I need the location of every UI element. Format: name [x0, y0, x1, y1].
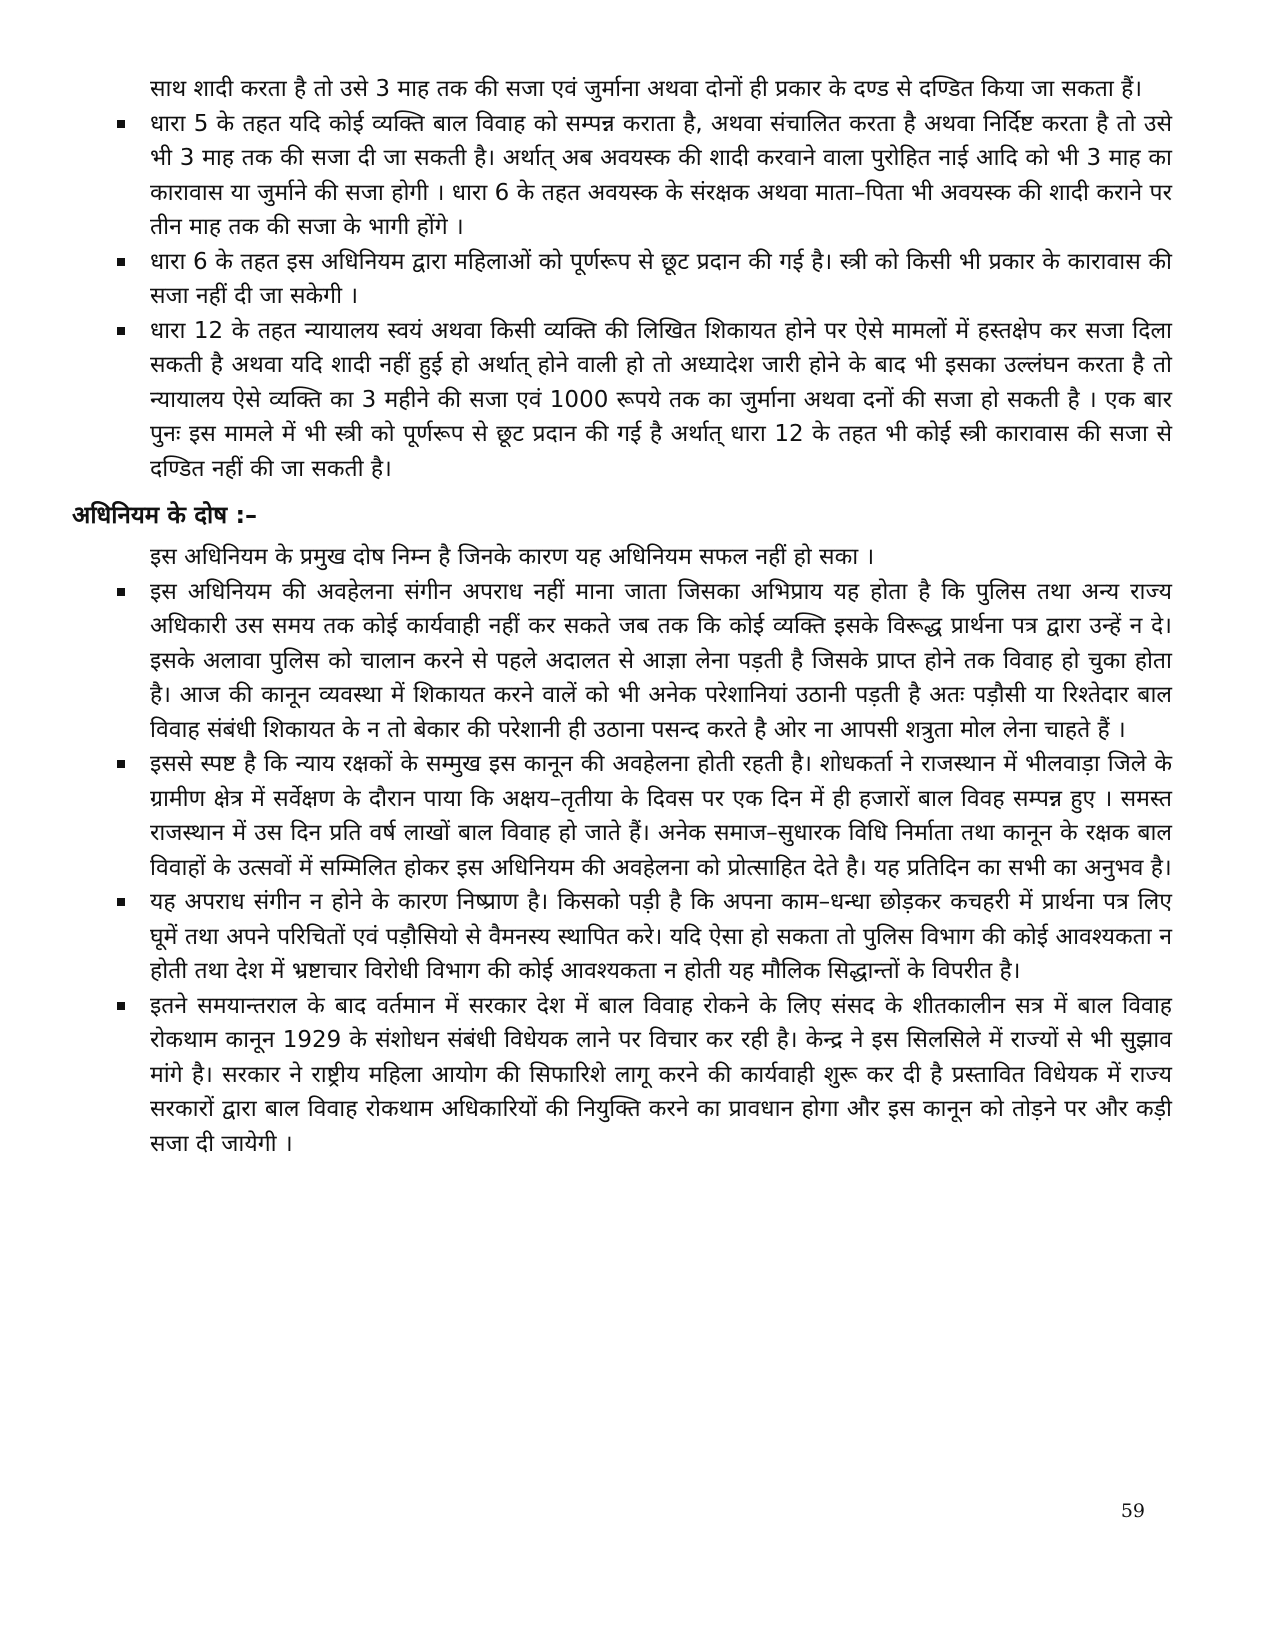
list-item [72, 747, 1172, 885]
list-item [72, 314, 1172, 487]
list-item-text: धारा 5 के तहत यदि कोई व्यक्ति बाल विवाह को सम्पन्न कराता है, अथवा संचालित करता है अथवा निर्दिष्ट करता है तो उसे भी 3 माह तक की सजा दी जा सकती है। अर्थात् अब अवयस्क की शादी करवाने वाला पुरोहित नाई आदि को भी 3 माह का कारावास या जुर्माने की सजा होगी । धारा 6 के तहत अवयस्क के संरक्षक अथवा माता–पिता भी अवयस्क की शादी कराने पर तीन माह तक की सजा के भागी होंगे । [150, 110, 1172, 240]
list-item-text: धारा 6 के तहत इस अधिनियम द्वारा महिलाओं को पूर्णरूप से छूट प्रदान की गई है। स्त्री को किसी भी प्रकार के कारावास की सजा नहीं दी जा सकेगी । [150, 248, 1172, 309]
page-number: 59 [1120, 1500, 1145, 1522]
square-bullet-icon [117, 120, 125, 128]
continuation-paragraph: साथ शादी करता है तो उसे 3 माह तक की सजा एवं जुर्माना अथवा दोनों ही प्रकार के दण्ड से दण्डित किया जा सकता हैं। [150, 76, 1143, 102]
square-bullet-icon [117, 327, 125, 335]
defects-list [72, 575, 1172, 1162]
list-item [72, 885, 1172, 989]
provisions-list [72, 107, 1172, 487]
intro-paragraph: इस अधिनियम के प्रमुख दोष निम्न है जिनके कारण यह अधिनियम सफल नहीं हो सका । [150, 544, 875, 570]
square-bullet-icon [117, 898, 125, 906]
square-bullet-icon [117, 1002, 125, 1010]
list-item-text: इतने समयान्तराल के बाद वर्तमान में सरकार देश में बाल विवाह रोकने के लिए संसद के शीतकालीन सत्र में बाल विवाह रोकथाम कानून 1929 के संशोधन संबंधी विधेयक लाने पर विचार कर रही है। केन्द्र ने इस सिलसिले में राज्यों से भी सुझाव मांगे है। सरकार ने राष्ट्रीय महिला आयोग की सिफारिशे लागू करने की कार्यवाही शुरू कर दी है प्रस्तावित विधेयक में राज्य सरकारों द्वारा बाल विवाह रोकथाम अधिकारियों की नियुक्ति करने का प्रावधान होगा और इस कानून को तोड़ने पर और कड़ी सजा दी जायेगी । [150, 992, 1172, 1157]
square-bullet-icon [117, 760, 125, 768]
square-bullet-icon [117, 258, 125, 266]
page-content [72, 72, 1172, 1161]
list-item-text: इससे स्पष्ट है कि न्याय रक्षकों के सम्मुख इस कानून की अवहेलना होती रहती है। शोधकर्ता ने राजस्थान में भीलवाड़ा जिले के ग्रामीण क्षेत्र में सर्वेक्षण के दौरान पाया कि अक्षय–तृतीया के दिवस पर एक दिन में ही हजारों बाल विवह सम्पन्न हुए । समस्त राजस्थान में उस दिन प्रति वर्ष लाखों बाल विवाह हो जाते हैं। अनेक समाज–सुधारक विधि निर्माता तथा कानून के रक्षक बाल विवाहों के उत्सवों में सम्मिलित होकर इस अधिनियम की अवहेलना को प्रोत्साहित देते है। यह प्रतिदिन का सभी का अनुभव है। [150, 751, 1172, 881]
list-item-text: यह अपराध संगीन न होने के कारण निष्प्राण है। किसको पड़ी है कि अपना काम–धन्धा छोड़कर कचहरी में प्रार्थना पत्र लिए घूमें तथा अपने परिचितों एवं पड़ौसियो से वैमनस्य स्थापित करे। यदि ऐसा हो सकता तो पुलिस विभाग की कोई आवश्यकता न होती तथा देश में भ्रष्टाचार विरोधी विभाग की कोई आवश्यकता न होती यह मौलिक सिद्धान्तों के विपरीत है। [150, 889, 1172, 984]
list-item [72, 989, 1172, 1162]
section-heading: अधिनियम के दोष :– [72, 501, 258, 529]
square-bullet-icon [117, 588, 125, 596]
list-item [72, 575, 1172, 748]
list-item [72, 107, 1172, 245]
list-item-text: इस अधिनियम की अवहेलना संगीन अपराध नहीं माना जाता जिसका अभिप्राय यह होता है कि पुलिस तथा अन्य राज्य अधिकारी उस समय तक कोई कार्यवाही नहीं कर सकते जब तक कि कोई व्यक्ति इसके विरूद्ध प्रार्थना पत्र द्वारा उन्हें न दे। इसके अलावा पुलिस को चालान करने से पहले अदालत से आज्ञा लेना पड़ती है जिसके प्राप्त होने तक विवाह हो चुका होता है। आज की कानून व्यवस्था में शिकायत करने वालें को भी अनेक परेशानियां उठानी पड़ती है अतः पड़ौसी या रिश्तेदार बाल विवाह संबंधी शिकायत के न तो बेकार की परेशानी ही उठाना पसन्द करते है ओर ना आपसी शत्रुता मोल लेना चाहते हैं । [150, 578, 1172, 743]
list-item [72, 245, 1172, 314]
list-item-text: धारा 12 के तहत न्यायालय स्वयं अथवा किसी व्यक्ति की लिखित शिकायत होने पर ऐसे मामलों में हस्तक्षेप कर सजा दिला सकती है अथवा यदि शादी नहीं हुई हो अर्थात् होने वाली हो तो अध्यादेश जारी होने के बाद भी इसका उल्लंघन करता है तो न्यायालय ऐसे व्यक्ति का 3 महीने की सजा एवं 1000 रूपये तक का जुर्माना अथवा दनों की सजा हो सकती है । एक बार पुनः इस मामले में भी स्त्री को पूर्णरूप से छूट प्रदान की गई है अर्थात् धारा 12 के तहत भी कोई स्त्री कारावास की सजा से दण्डित नहीं की जा सकती है। [150, 317, 1172, 482]
